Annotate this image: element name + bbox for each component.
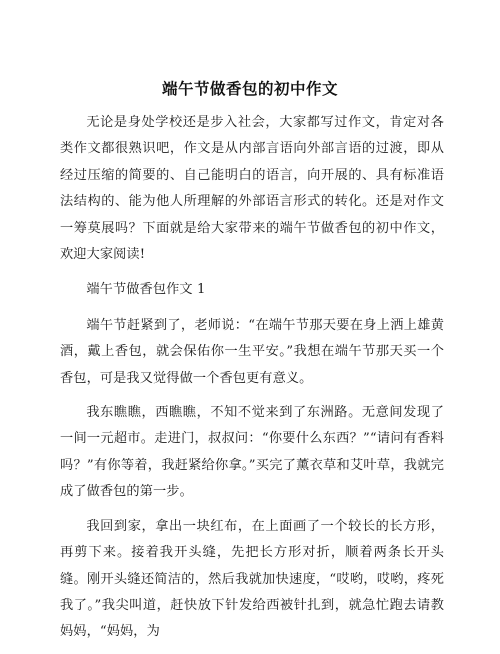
body-paragraph: 我回到家，拿出一块红布，在上面画了一个较长的长方形，再剪下来。接着我开头缝，先把长方形对折，顺着两条长开头缝。刚开头缝还简洁的，然后我就加快速度，“哎哟，哎哟，疼死我了。”我尖叫道，赶快放下针发给西被针扎到，就急忙跑去请教妈妈，“妈妈，为 [60, 518, 444, 640]
body-paragraph: 端午节赶紧到了，老师说：“在端午节那天要在身上洒上雄黄酒，戴上香包，就会保佑你一生平安。”我想在端午节那天买一个香包，可是我又觉得做一个香包更有意义。 [60, 317, 444, 386]
document-title: 端午节做香包的初中作文 [161, 79, 338, 98]
body-paragraph: 我东瞧瞧，西瞧瞧，不知不觉来到了东洲路。无意间发现了一间一元超市。走进门，叔叔问：“你要什么东西？”“请问有香料吗？”有你等着，我赶紧给你拿。”买完了薰衣草和艾叶草，我就完成了做香包的第一步。 [60, 405, 444, 500]
section-heading: 端午节做香包作文 1 [86, 282, 206, 298]
intro-paragraph: 无论是身处学校还是步入社会，大家都写过作文，肯定对各类作文都很熟识吧，作文是从内部言语向外部言语的过渡，即从经过压缩的简要的、自己能明白的语言，向开展的、具有标准语法结构的、能为他人所理解的外部语言形式的转化。还是对作文一筹莫展吗？下面就是给大家带来的端午节做香包的初中作文，欢迎大家阅读! [60, 115, 444, 263]
document-body [60, 110, 444, 654]
